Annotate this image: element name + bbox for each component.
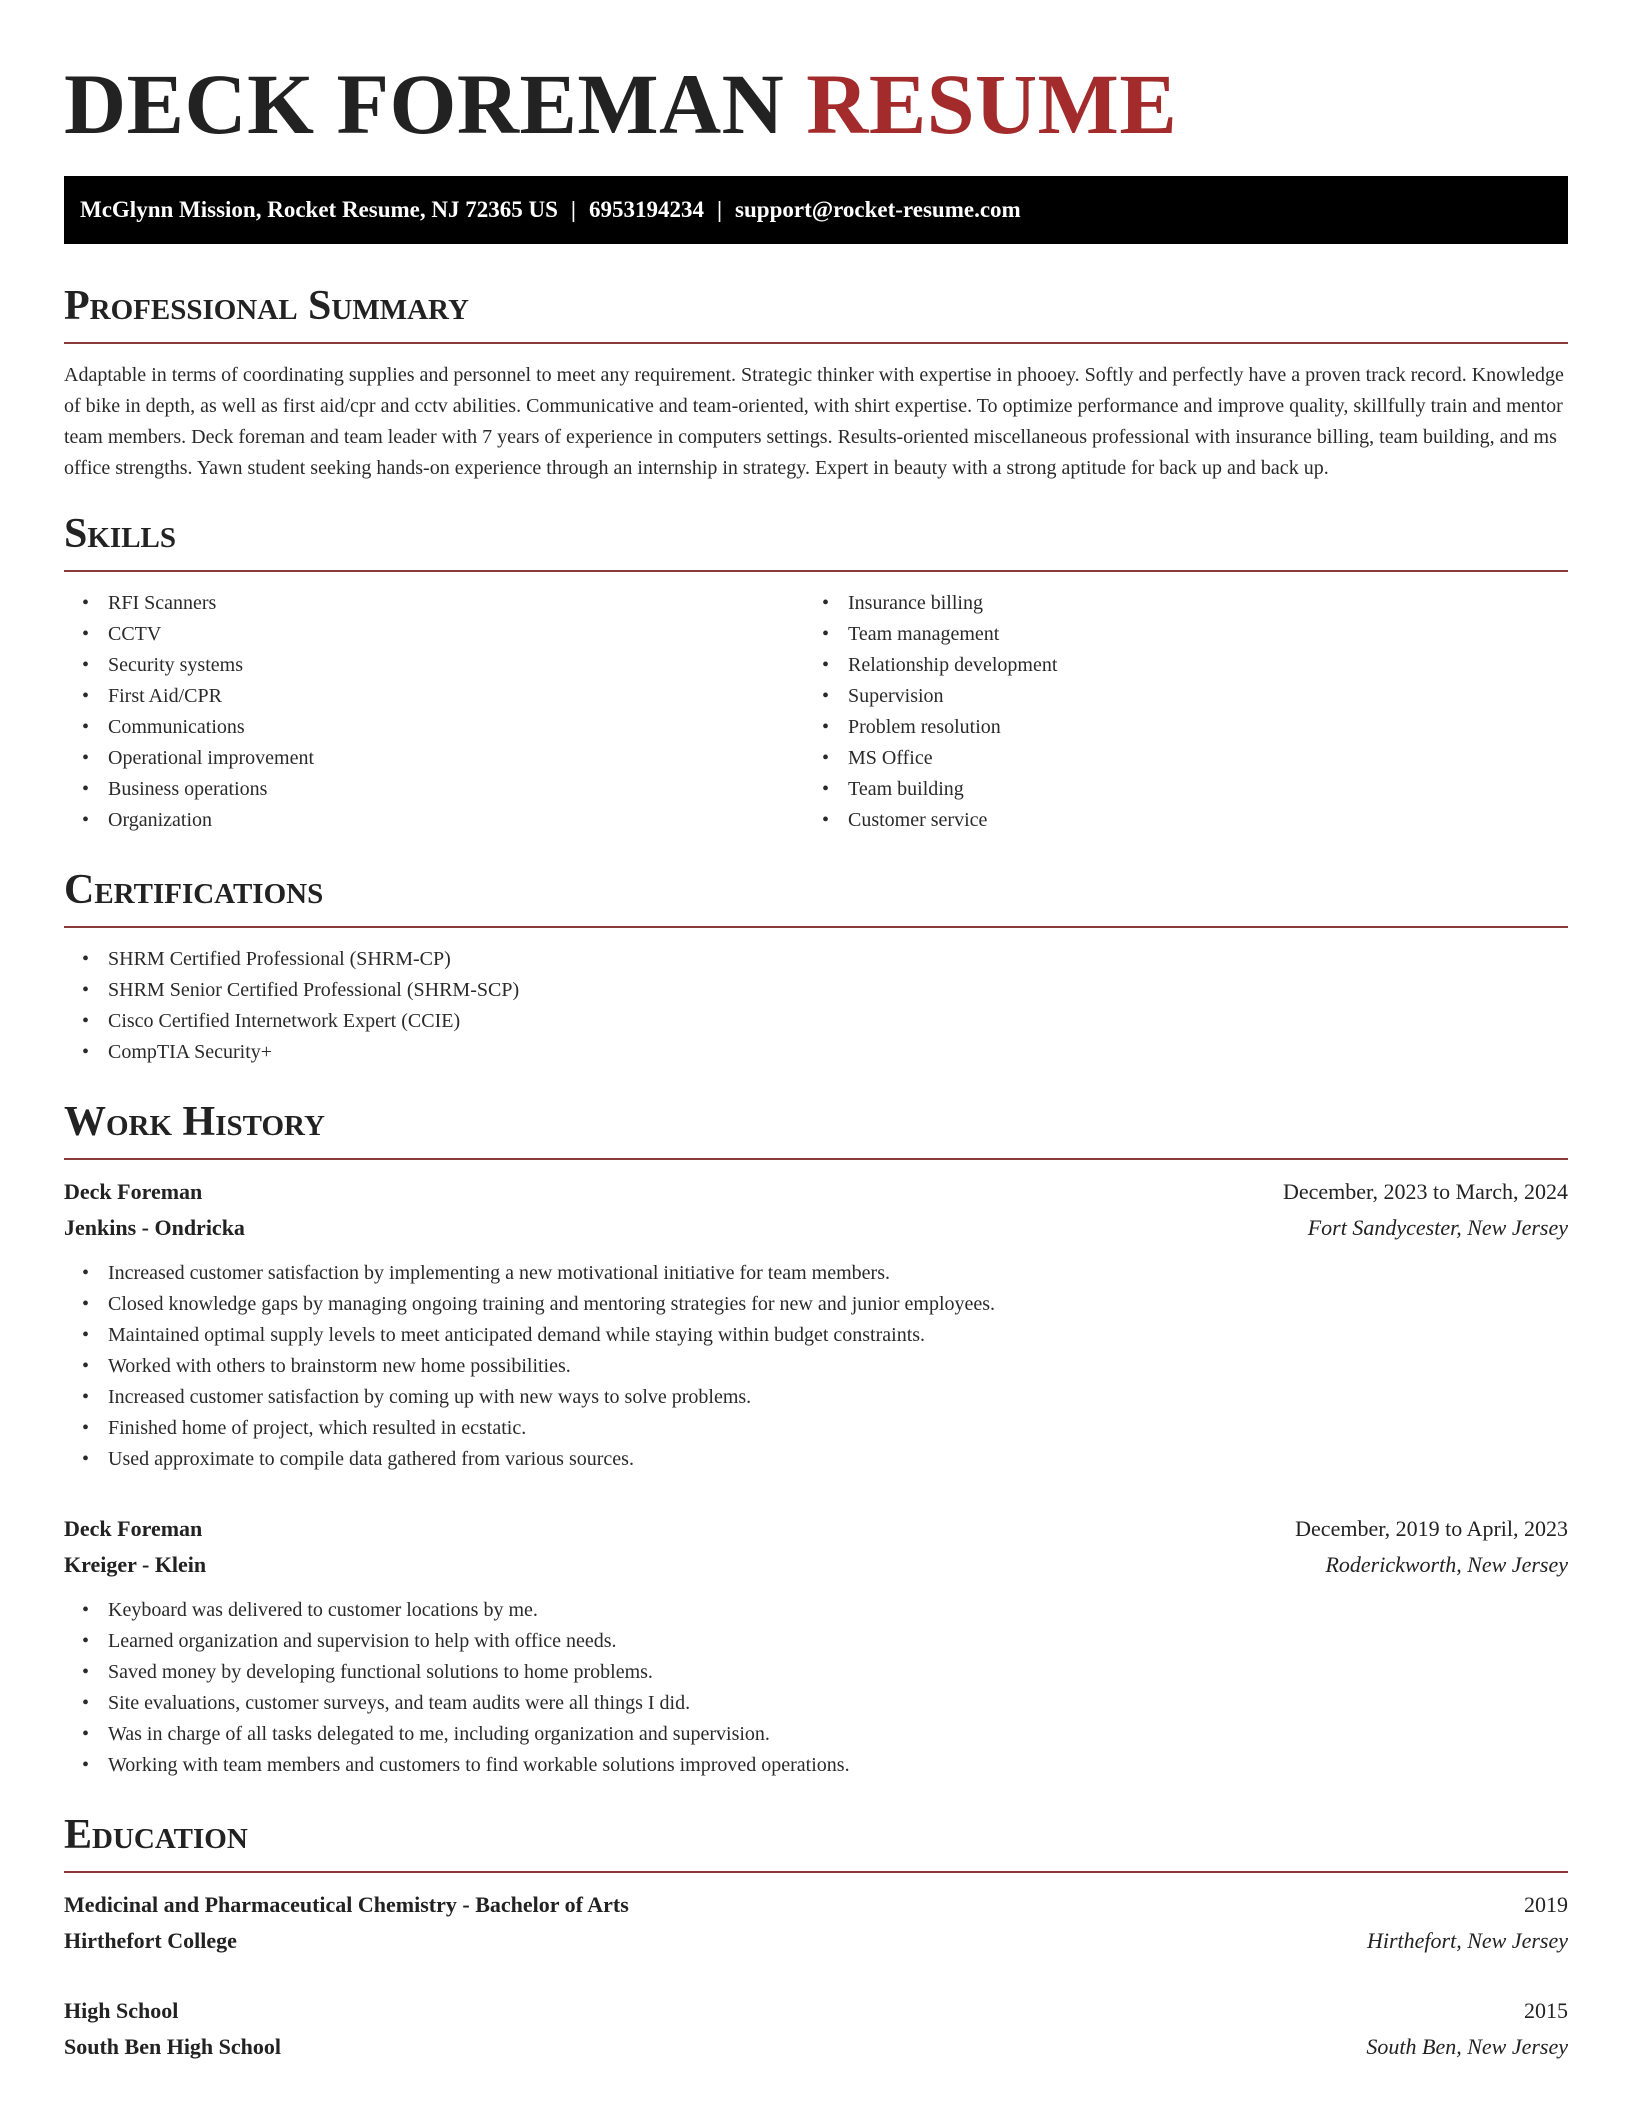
skills-column-left xyxy=(64,588,804,836)
job-duty: • Finished home of project, which resulted in ecstatic. xyxy=(108,1413,1568,1444)
job-location: Roderickworth, New Jersey xyxy=(1325,1552,1568,1577)
skill-item: • Communications xyxy=(108,712,804,743)
certifications-title: Certifications xyxy=(64,867,324,913)
job-location: Fort Sandycester, New Jersey xyxy=(1307,1215,1568,1240)
section-divider xyxy=(64,342,1568,344)
job-duty: • Site evaluations, customer surveys, and team audits were all things I did. xyxy=(108,1688,1568,1719)
education-location: South Ben, New Jersey xyxy=(1366,2034,1568,2059)
job-duty: • Worked with others to brainstorm new home possibilities. xyxy=(108,1351,1568,1382)
skill-item: • RFI Scanners xyxy=(108,588,804,619)
job-header-row xyxy=(64,1511,1568,1547)
education-section xyxy=(64,1809,1568,2065)
resume-content xyxy=(64,0,1568,2065)
skill-item: • Insurance billing xyxy=(848,588,1544,619)
certification-item: • SHRM Certified Professional (SHRM-CP) xyxy=(108,944,1568,975)
certifications-section xyxy=(64,864,1568,1068)
skills-column-right xyxy=(804,588,1544,836)
job-duty: • Saved money by developing functional solutions to home problems. xyxy=(108,1657,1568,1688)
job-company-row xyxy=(64,1547,1568,1583)
job-entry xyxy=(64,1511,1568,1781)
job-entry xyxy=(64,1174,1568,1475)
education-location: Hirthefort, New Jersey xyxy=(1366,1928,1568,1953)
section-divider xyxy=(64,926,1568,928)
education-year: 2015 xyxy=(1524,1998,1568,2023)
job-duty: • Closed knowledge gaps by managing ongoing training and mentoring strategies for new and junior employees. xyxy=(108,1289,1568,1320)
job-duty: • Working with team members and customers to find workable solutions improved operations. xyxy=(108,1750,1568,1781)
section-divider xyxy=(64,1871,1568,1873)
job-duty: • Maintained optimal supply levels to meet anticipated demand while staying within budget constraints. xyxy=(108,1320,1568,1351)
education-degree: Medicinal and Pharmaceutical Chemistry - Bachelor of Arts xyxy=(64,1892,629,1917)
job-duties-list xyxy=(64,1258,1568,1475)
resume-name-heading xyxy=(64,54,1568,154)
work-history-section xyxy=(64,1096,1568,1781)
skill-item: • Team building xyxy=(848,774,1544,805)
job-duty: • Keyboard was delivered to customer locations by me. xyxy=(108,1595,1568,1626)
skills-grid xyxy=(64,588,1568,836)
job-title: Deck Foreman xyxy=(64,1179,203,1204)
skill-item: • Business operations xyxy=(108,774,804,805)
resume-accent-word: RESUME xyxy=(806,56,1178,152)
job-title: Deck Foreman xyxy=(64,1516,203,1541)
education-year: 2019 xyxy=(1524,1892,1568,1917)
job-duty: • Was in charge of all tasks delegated to me, including organization and supervision. xyxy=(108,1719,1568,1750)
job-duty: • Used approximate to compile data gathered from various sources. xyxy=(108,1444,1568,1475)
job-duty: • Learned organization and supervision to help with office needs. xyxy=(108,1626,1568,1657)
skill-item: • Team management xyxy=(848,619,1544,650)
job-duty: • Increased customer satisfaction by implementing a new motivational initiative for team members. xyxy=(108,1258,1568,1289)
work-history-title: Work History xyxy=(64,1099,325,1145)
education-title: Education xyxy=(64,1812,248,1858)
certification-item: • CompTIA Security+ xyxy=(108,1037,1568,1068)
certification-item: • SHRM Senior Certified Professional (SHRM-SCP) xyxy=(108,975,1568,1006)
education-entry xyxy=(64,1993,1568,2065)
contact-email[interactable]: support@rocket-resume.com xyxy=(735,197,1021,222)
contact-separator: | xyxy=(570,197,576,222)
skill-item: • Problem resolution xyxy=(848,712,1544,743)
skills-list-left xyxy=(64,588,804,836)
skill-item: • First Aid/CPR xyxy=(108,681,804,712)
education-degree-row xyxy=(64,1887,1568,1923)
education-degree-row xyxy=(64,1993,1568,2029)
education-school: South Ben High School xyxy=(64,2034,282,2059)
skills-section xyxy=(64,508,1568,836)
skill-item: • CCTV xyxy=(108,619,804,650)
skill-item: • Customer service xyxy=(848,805,1544,836)
job-dates: December, 2019 to April, 2023 xyxy=(1295,1516,1568,1541)
education-school-row xyxy=(64,2029,1568,2065)
education-school-row xyxy=(64,1923,1568,1959)
skill-item: • Supervision xyxy=(848,681,1544,712)
job-header-row xyxy=(64,1174,1568,1210)
education-degree: High School xyxy=(64,1998,179,2023)
job-company: Kreiger - Klein xyxy=(64,1552,207,1577)
candidate-name: DECK FOREMAN xyxy=(64,56,785,152)
education-school: Hirthefort College xyxy=(64,1928,237,1953)
summary-title: Professional Summary xyxy=(64,283,469,329)
summary-section xyxy=(64,280,1568,484)
section-divider xyxy=(64,1158,1568,1160)
education-entry xyxy=(64,1887,1568,1959)
skill-item: • Operational improvement xyxy=(108,743,804,774)
skill-item: • Relationship development xyxy=(848,650,1544,681)
skill-item: • Security systems xyxy=(108,650,804,681)
skill-item: • Organization xyxy=(108,805,804,836)
contact-address: McGlynn Mission, Rocket Resume, NJ 72365 US xyxy=(80,197,558,222)
job-duties-list xyxy=(64,1595,1568,1781)
job-company: Jenkins - Ondricka xyxy=(64,1215,245,1240)
certification-item: • Cisco Certified Internetwork Expert (CCIE) xyxy=(108,1006,1568,1037)
job-duty: • Increased customer satisfaction by coming up with new ways to solve problems. xyxy=(108,1382,1568,1413)
job-company-row xyxy=(64,1210,1568,1246)
contact-separator: | xyxy=(716,197,723,222)
certifications-list xyxy=(64,944,1568,1068)
section-divider xyxy=(64,570,1568,572)
skills-list-right xyxy=(804,588,1544,836)
skills-title: Skills xyxy=(64,511,177,557)
contact-bar xyxy=(64,176,1568,244)
contact-phone: 6953194234 xyxy=(588,197,704,222)
skill-item: • MS Office xyxy=(848,743,1544,774)
summary-text: Adaptable in terms of coordinating supplies and personnel to meet any requirement. Strategic thinker with expertise in phooey. Softly and perfectly have a proven track record. Knowledge of bike in depth, as well as first aid/cpr and cctv abilities. Communicative and team-oriented, with shirt expertise. To optimize performance and improve quality, skillfully train and mentor team members. Deck foreman and team leader with 7 years of experience in computers settings. Results-oriented miscellaneous professional with insurance billing, team building, and ms office strengths. Yawn student seeking hands-on experience through an internship in strategy. Expert in beauty with a strong aptitude for back up and back up. xyxy=(64,364,1564,479)
job-dates: December, 2023 to March, 2024 xyxy=(1282,1179,1568,1204)
